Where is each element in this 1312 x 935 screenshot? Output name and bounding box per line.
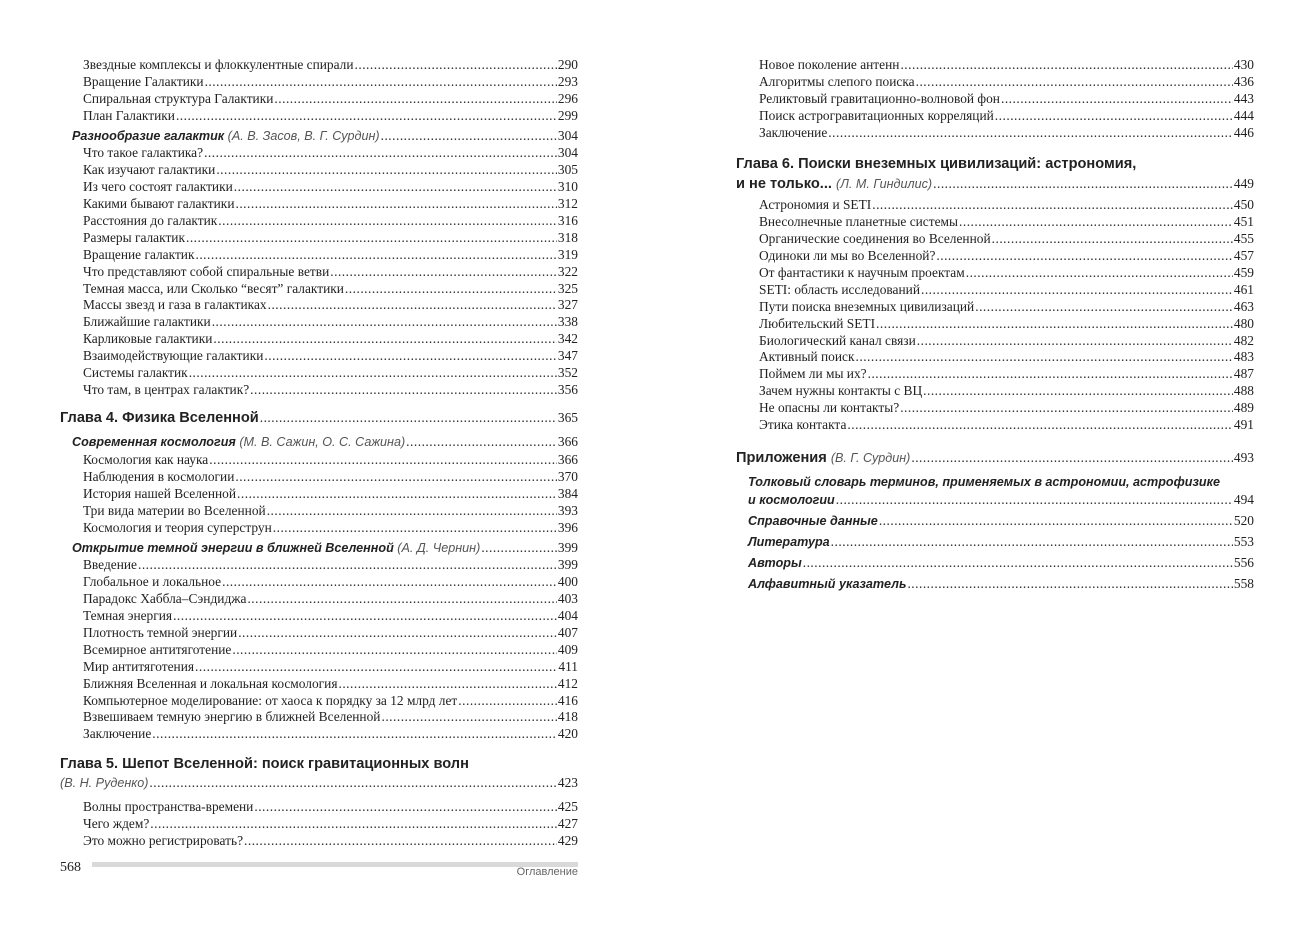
chapter-heading-cont[interactable]: и не только... (Л. М. Гиндилис) ..... 449	[736, 174, 1254, 194]
dot-leader	[917, 333, 1233, 350]
dot-leader	[966, 265, 1233, 282]
dot-leader	[992, 231, 1233, 248]
toc-entry[interactable]	[60, 230, 578, 247]
toc-entry[interactable]	[736, 417, 1254, 434]
toc-entry-page: 400	[557, 573, 578, 589]
dot-leader	[273, 520, 557, 537]
toc-entry-title: Ближайшие галактики	[83, 314, 211, 330]
toc-entry-title: Поймем ли мы их?	[759, 366, 867, 382]
toc-entry[interactable]	[60, 314, 578, 331]
toc-entry[interactable]	[60, 503, 578, 520]
dot-leader	[803, 552, 1233, 573]
toc-entry[interactable]	[736, 265, 1254, 282]
toc-entry-page: 384	[557, 485, 578, 501]
dot-leader	[213, 331, 557, 348]
toc-entry[interactable]	[60, 574, 578, 591]
toc-entry-title: Этика контакта	[759, 417, 847, 433]
toc-entry-title: Какими бывают галактики	[83, 195, 235, 211]
toc-entry-page: 305	[557, 161, 578, 177]
toc-entry-title: Темная масса, или Сколько “весят” галактики	[83, 280, 344, 296]
toc-entry-title: Литература	[748, 535, 830, 549]
toc-entry-page: 316	[557, 212, 578, 228]
toc-entry-title: Волны пространства-времени	[83, 799, 254, 814]
toc-entry-title: Зачем нужны контакты с ВЦ	[759, 383, 923, 399]
toc-entry-title: Звездные комплексы и флоккулентные спирали	[83, 57, 354, 72]
toc-entry[interactable]	[736, 510, 1254, 531]
toc-entry-title: Карликовые галактики	[83, 331, 213, 347]
toc-entry[interactable]	[60, 196, 578, 213]
toc-entry[interactable]	[736, 125, 1254, 142]
dot-leader	[212, 314, 557, 331]
toc-entry-page: 403	[557, 590, 578, 606]
toc-entry-page: 318	[557, 229, 578, 245]
toc-entry-title: Космология и теория суперструн	[83, 519, 272, 535]
dot-leader	[916, 74, 1233, 91]
dot-leader	[868, 366, 1233, 383]
toc-entry[interactable]	[60, 726, 578, 743]
toc-entry-title: Парадокс Хаббла–Сэндиджа	[83, 590, 247, 606]
toc-entry[interactable]	[736, 282, 1254, 299]
dot-leader	[195, 659, 557, 676]
dot-leader	[152, 726, 557, 743]
dot-leader	[267, 503, 557, 520]
toc-entry-page: 480	[1233, 315, 1254, 331]
dot-leader	[936, 248, 1233, 265]
dot-leader	[238, 625, 557, 642]
toc-entry-page: 293	[557, 73, 578, 89]
toc-entry[interactable]	[60, 816, 578, 833]
toc-chapter-6	[736, 155, 1254, 194]
toc-entry[interactable]	[60, 833, 578, 850]
dot-leader	[274, 91, 557, 108]
toc-entry-page: 319	[557, 246, 578, 262]
toc-entry-page: 370	[557, 468, 578, 484]
toc-entry[interactable]	[736, 366, 1254, 383]
toc-entry-page: 342	[557, 331, 578, 347]
dot-leader	[879, 510, 1233, 531]
toc-entry-page: 352	[557, 365, 578, 381]
glossary-title[interactable]: Толковый словарь терминов, применяемых в астрономии, астрофизике	[748, 475, 1220, 489]
toc-entry-title: Биологический канал связи	[759, 332, 916, 348]
toc-entry-page: 290	[557, 57, 578, 72]
toc-entry-page: 461	[1233, 281, 1254, 297]
toc-entry-page: 459	[1233, 264, 1254, 280]
toc-entry[interactable]	[736, 400, 1254, 417]
toc-entry[interactable]	[736, 214, 1254, 231]
toc-entry-page: 489	[1233, 400, 1254, 416]
toc-chapter-4	[60, 408, 578, 428]
toc-section-dark-energy	[60, 540, 578, 557]
chapter-heading[interactable]: Глава 5. Шепот Вселенной: поиск гравитационных волн	[60, 756, 469, 772]
dot-leader	[345, 281, 557, 298]
footer-rule	[92, 862, 578, 867]
toc-entry[interactable]	[736, 231, 1254, 248]
page-number: 568	[60, 860, 81, 875]
toc-entry-title: Глобальное и локальное	[83, 573, 222, 589]
toc-entry-page: 404	[557, 607, 578, 623]
toc-entry[interactable]	[736, 57, 1254, 74]
toc-entry-page: 418	[557, 709, 578, 725]
toc-entry-page: 450	[1233, 197, 1254, 212]
dot-leader	[355, 57, 557, 74]
toc-entry-title: Одиноки ли мы во Вселенной?	[759, 247, 936, 263]
toc-entry-page: 407	[557, 624, 578, 640]
toc-entry-page: 443	[1233, 90, 1254, 106]
toc-entry[interactable]	[60, 331, 578, 348]
toc-entry[interactable]	[736, 552, 1254, 573]
toc-section-entry[interactable]: Открытие темной энергии в ближней Вселенной (А. Д. Чернин) ..... 399	[60, 540, 578, 557]
toc-entry-page: 420	[557, 726, 578, 742]
dot-leader	[254, 799, 557, 816]
toc-entry-page: 304	[557, 145, 578, 160]
toc-entry[interactable]	[60, 247, 578, 264]
dot-leader	[189, 365, 557, 382]
dot-leader	[847, 417, 1233, 434]
dot-leader	[921, 282, 1233, 299]
toc-entry-page: 347	[557, 348, 578, 364]
dot-leader	[856, 349, 1233, 366]
toc-glossary	[736, 474, 1254, 508]
toc-entry-page: 409	[557, 641, 578, 657]
toc-entry-page: 451	[1233, 213, 1254, 229]
toc-entry[interactable]	[736, 531, 1254, 552]
toc-entry-page: 310	[557, 178, 578, 194]
dot-leader	[216, 162, 557, 179]
dot-leader	[923, 383, 1233, 400]
toc-entry-title: Реликтовый гравитационно-волновой фон	[759, 90, 1000, 106]
toc-entry-title: Взвешиваем темную энергию в ближней Вселенной	[83, 709, 381, 725]
toc-entry-page: 482	[1233, 332, 1254, 348]
toc-entry[interactable]	[736, 573, 1254, 594]
toc-section-cosmology	[60, 434, 578, 451]
toc-entry-title: Чего ждем?	[83, 815, 150, 831]
toc-entry-page: 553	[1233, 534, 1254, 549]
toc-entry-page: 399	[557, 557, 578, 572]
toc-block-appendix	[736, 510, 1254, 594]
toc-entry[interactable]	[60, 452, 578, 469]
toc-entry[interactable]	[736, 333, 1254, 350]
dot-leader	[876, 316, 1233, 333]
toc-entry-title: Это можно регистрировать?	[83, 832, 244, 848]
toc-entry[interactable]	[60, 297, 578, 314]
dot-leader	[250, 382, 557, 399]
toc-entry-page: 430	[1233, 57, 1254, 72]
toc-entry[interactable]	[736, 197, 1254, 214]
toc-entry[interactable]	[60, 264, 578, 281]
toc-entry[interactable]	[60, 91, 578, 108]
toc-entry[interactable]	[60, 520, 578, 537]
toc-entry[interactable]	[60, 486, 578, 503]
toc-entry-title: Что такое галактика?	[83, 145, 204, 160]
dot-leader	[150, 816, 557, 833]
toc-entry-page: 325	[557, 280, 578, 296]
dot-leader	[907, 573, 1232, 594]
dot-leader	[959, 214, 1233, 231]
dot-leader	[268, 297, 557, 314]
dot-leader	[195, 247, 556, 264]
toc-block-seti	[736, 197, 1254, 434]
toc-entry[interactable]	[60, 608, 578, 625]
toc-entry-title: Любительский SETI	[759, 315, 876, 331]
toc-entry-page: 366	[557, 452, 578, 467]
dot-leader	[264, 348, 557, 365]
toc-block-galaxies	[60, 145, 578, 399]
toc-entry-page: 416	[557, 692, 578, 708]
toc-entry[interactable]	[60, 281, 578, 298]
toc-entry-page: 436	[1233, 73, 1254, 89]
dot-leader	[338, 676, 556, 693]
dot-leader	[872, 197, 1233, 214]
toc-entry-title: Всемирное антитяготение	[83, 641, 232, 657]
toc-entry[interactable]	[736, 74, 1254, 91]
toc-block-grav-waves-cont	[736, 57, 1254, 142]
dot-leader	[204, 145, 557, 162]
dot-leader	[235, 196, 556, 213]
dot-leader	[1001, 91, 1233, 108]
toc-entry-title: Введение	[83, 557, 137, 572]
toc-entry-title: Вращение галактик	[83, 246, 195, 262]
toc-entry-page: 299	[557, 107, 578, 123]
dot-leader	[975, 299, 1233, 316]
chapter-author-line[interactable]: (В. Н. Руденко) ..... 423	[60, 775, 578, 792]
toc-entry-page: 356	[557, 382, 578, 398]
toc-entry-title: Что там, в центрах галактик?	[83, 382, 250, 398]
toc-entry[interactable]	[736, 248, 1254, 265]
page-footer	[60, 858, 578, 878]
toc-section-galaxies	[60, 128, 578, 145]
toc-entry-page: 411	[558, 658, 578, 674]
toc-entry-title: Три вида материи во Вселенной	[83, 502, 266, 518]
toc-entry-title: Новое поколение антенн	[759, 57, 900, 72]
toc-entry[interactable]	[60, 162, 578, 179]
toc-entry-title: Активный поиск	[759, 349, 855, 365]
toc-entry[interactable]	[736, 349, 1254, 366]
toc-entry-title: История нашей Вселенной	[83, 485, 237, 501]
toc-entry-page: 487	[1233, 366, 1254, 382]
glossary-title-cont[interactable]: и космологии ..... 494	[736, 491, 1254, 508]
toc-entry-title: Мир антитяготения	[83, 658, 195, 674]
dot-leader	[995, 108, 1233, 125]
toc-entry-page: 427	[557, 815, 578, 831]
toc-entry[interactable]	[60, 557, 578, 574]
dot-leader	[237, 486, 557, 503]
toc-entry-page: 312	[557, 195, 578, 211]
toc-entry[interactable]	[60, 693, 578, 710]
dot-leader	[235, 469, 557, 486]
toc-entry-page: 444	[1233, 107, 1254, 123]
toc-entry[interactable]	[60, 382, 578, 399]
toc-entry-title: Наблюдения в космологии	[83, 468, 235, 484]
toc-entry[interactable]	[60, 625, 578, 642]
toc-entry[interactable]	[60, 659, 578, 676]
dot-leader	[381, 709, 556, 726]
toc-entry-title: Вращение Галактики	[83, 73, 204, 89]
dot-leader	[828, 125, 1233, 142]
toc-entry-page: 338	[557, 314, 578, 330]
dot-leader	[173, 608, 557, 625]
toc-entry[interactable]	[60, 469, 578, 486]
toc-entry-page: 483	[1233, 349, 1254, 365]
toc-entry[interactable]	[736, 108, 1254, 125]
toc-block-galaxy-end	[60, 57, 578, 125]
toc-entry-title: Размеры галактик	[83, 229, 185, 245]
toc-section-entry[interactable]: Разнообразие галактик (А. В. Засов, В. Г. Сурдин) ..... 304	[60, 128, 578, 145]
toc-entry-title: Массы звезд и газа в галактиках	[83, 297, 267, 313]
toc-entry-page: 491	[1233, 417, 1254, 433]
toc-entry-title: Из чего состоят галактики	[83, 178, 233, 194]
toc-entry-title: Органические соединения во Вселенной	[759, 230, 991, 246]
toc-entry[interactable]	[736, 91, 1254, 108]
dot-leader	[222, 574, 557, 591]
toc-entry-title: Взаимодействующие галактики	[83, 348, 264, 364]
dot-leader	[900, 57, 1232, 74]
toc-entry[interactable]	[60, 179, 578, 196]
toc-entry-title: Космология как наука	[83, 452, 209, 467]
toc-entry-title: Системы галактик	[83, 365, 188, 381]
dot-leader	[831, 531, 1233, 552]
toc-entry-page: 396	[557, 519, 578, 535]
toc-entry[interactable]	[736, 316, 1254, 333]
toc-entry[interactable]	[60, 213, 578, 230]
dot-leader	[138, 557, 557, 574]
toc-entry[interactable]	[60, 676, 578, 693]
toc-entry[interactable]	[60, 145, 578, 162]
toc-entry-title: Как изучают галактики	[83, 161, 216, 177]
toc-block-dark-energy	[60, 557, 578, 743]
dot-leader	[205, 74, 557, 91]
toc-entry-title: От фантастики к научным проектам	[759, 264, 965, 280]
toc-entry[interactable]	[60, 709, 578, 726]
toc-entry-title: Плотность темной энергии	[83, 624, 238, 640]
toc-entry-title: Что представляют собой спиральные ветви	[83, 263, 330, 279]
toc-entry[interactable]	[60, 642, 578, 659]
toc-entry-title: Темная энергия	[83, 607, 173, 623]
toc-entry-title: SETI: область исследований	[759, 281, 920, 297]
dot-leader	[232, 642, 557, 659]
dot-leader	[458, 693, 557, 710]
toc-entry-page: 322	[557, 263, 578, 279]
running-footer: Оглавление	[516, 866, 578, 878]
toc-entry-title: Пути поиска внеземных цивилизаций	[759, 298, 975, 314]
chapter-heading[interactable]: Глава 4. Физика Вселенной ..... 365	[60, 408, 578, 428]
toc-entry-page: 393	[557, 502, 578, 518]
toc-appendix	[736, 448, 1254, 468]
toc-entry[interactable]	[736, 299, 1254, 316]
toc-entry-page: 463	[1233, 298, 1254, 314]
toc-entry[interactable]	[736, 383, 1254, 400]
toc-entry[interactable]	[60, 348, 578, 365]
toc-block-grav-waves	[60, 799, 578, 850]
toc-entry-page: 425	[557, 799, 578, 814]
dot-leader	[186, 230, 557, 247]
toc-entry[interactable]	[60, 591, 578, 608]
toc-entry-title: Компьютерное моделирование: от хаоса к порядку за 12 млрд лет	[83, 692, 458, 708]
toc-entry-title: Не опасны ли контакты?	[759, 400, 900, 416]
toc-entry-page: 429	[557, 832, 578, 848]
appendix-heading[interactable]: Приложения (В. Г. Сурдин) ..... 493	[736, 448, 1254, 468]
toc-entry-title: План Галактики	[83, 107, 175, 123]
toc-block-cosmology	[60, 452, 578, 537]
dot-leader	[209, 452, 557, 469]
toc-entry-title: Алфавитный указатель	[748, 577, 907, 591]
toc-entry-page: 556	[1233, 555, 1254, 570]
toc-entry[interactable]	[60, 57, 578, 74]
toc-entry-page: 446	[1233, 124, 1254, 140]
dot-leader	[244, 833, 557, 850]
toc-chapter-5	[60, 755, 578, 792]
dot-leader	[218, 213, 557, 230]
dot-leader	[247, 591, 556, 608]
toc-entry-page: 520	[1233, 513, 1254, 528]
toc-entry-page: 457	[1233, 247, 1254, 263]
dot-leader	[176, 108, 557, 125]
dot-leader	[330, 264, 557, 281]
toc-entry-page: 488	[1233, 383, 1254, 399]
toc-entry[interactable]	[60, 108, 578, 125]
toc-entry-title: Справочные данные	[748, 514, 878, 528]
toc-entry[interactable]	[60, 799, 578, 816]
toc-entry-title: Авторы	[748, 556, 802, 570]
toc-entry-page: 327	[557, 297, 578, 313]
toc-entry-page: 296	[557, 90, 578, 106]
dot-leader	[234, 179, 557, 196]
toc-entry[interactable]	[60, 365, 578, 382]
toc-entry-title: Заключение	[759, 124, 828, 140]
dot-leader	[900, 400, 1233, 417]
toc-entry-title: Ближняя Вселенная и локальная космология	[83, 675, 338, 691]
chapter-heading[interactable]: Глава 6. Поиски внеземных цивилизаций: астрономия,	[736, 156, 1137, 172]
toc-entry-title: Расстояния до галактик	[83, 212, 218, 228]
toc-entry-page: 412	[557, 675, 578, 691]
toc-entry-title: Спиральная структура Галактики	[83, 90, 274, 106]
toc-entry-title: Внесолнечные планетные системы	[759, 213, 959, 229]
toc-section-entry[interactable]: Современная космология (М. В. Сажин, О. С. Сажина) ..... 366	[60, 434, 578, 451]
toc-entry-page: 455	[1233, 230, 1254, 246]
toc-entry-title: Поиск астрогравитационных корреляций	[759, 107, 994, 123]
toc-entry-title: Заключение	[83, 726, 152, 742]
toc-entry-title: Астрономия и SETI	[759, 197, 872, 212]
toc-entry[interactable]	[60, 74, 578, 91]
toc-entry-page: 558	[1233, 576, 1254, 591]
toc-entry-title: Алгоритмы слепого поиска	[759, 73, 915, 89]
